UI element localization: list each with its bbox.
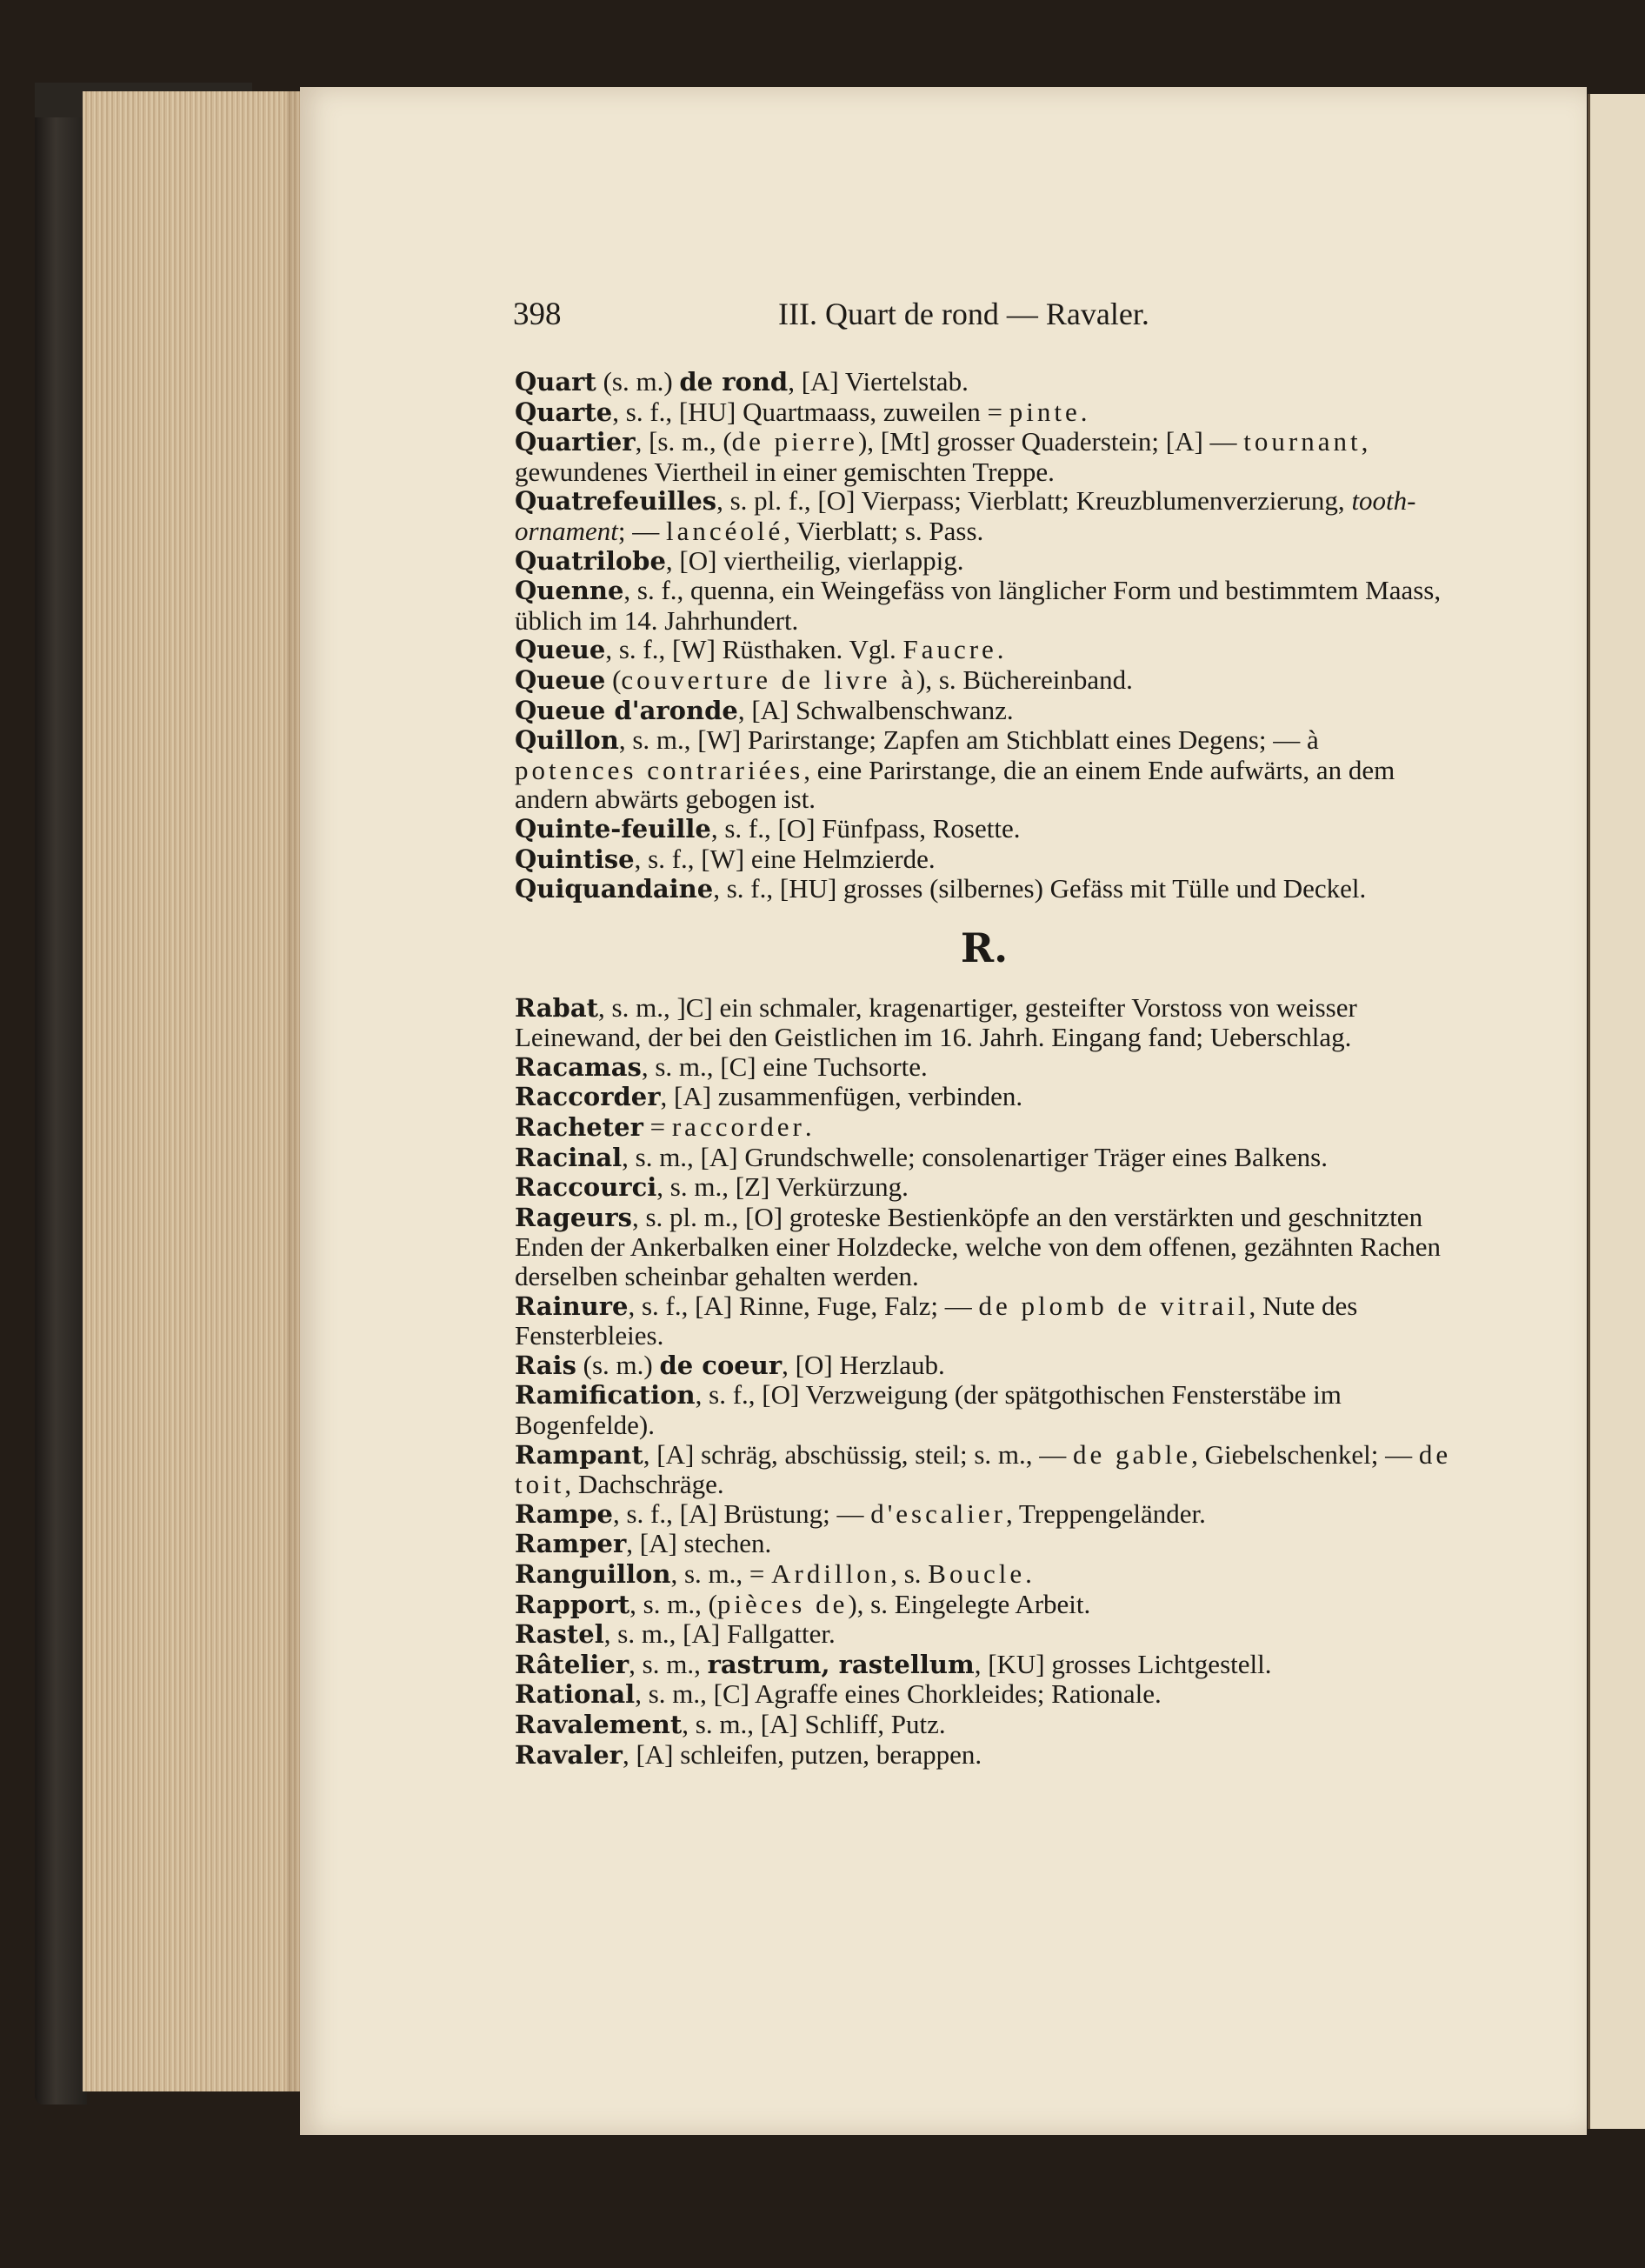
entry-text: , gewundenes Viertheil in einer gemischten Treppe. [515, 426, 1369, 487]
entry-headword: Ravaler [515, 1739, 623, 1770]
entry-text: , s. m., [A] Schliff, Putz. [682, 1708, 946, 1739]
dictionary-entry [515, 725, 1454, 814]
entry-text: de gable [1073, 1438, 1192, 1470]
entry-text: , s. f., quenna, ein Weingefäss von länglicher Form und bestimmtem Maass, üblich im 14. Jahrhundert. [515, 575, 1442, 636]
entry-text: , s. f., [O] Verzweigung (der spätgothischen Fensterstäbe im Bogenfelde). [515, 1379, 1342, 1440]
entry-text: = [643, 1111, 672, 1143]
entry-text: de pierre [731, 426, 858, 457]
entry-headword: Quenne [515, 576, 624, 606]
entry-headword: de coeur [659, 1350, 783, 1380]
entry-headword: Racinal [515, 1142, 623, 1172]
entry-headword: Quartier [515, 427, 636, 457]
entry-headword: Quatrefeuilles [515, 486, 717, 517]
entry-text: Boucle [928, 1558, 1026, 1589]
entry-text: , s. m., [Z] Verkürzung. [656, 1171, 909, 1203]
dictionary-entry [515, 1440, 1454, 1499]
entry-headword: Ramification [515, 1380, 696, 1411]
dictionary-entry [515, 1082, 1454, 1112]
entry-text: , s. m., ]C] ein schmaler, kragenartiger, gesteifter Vorstoss von weisser Leinewand, der bei den Geistlichen im 16. Jahrh. Eingang fand; Ueberschlag. [515, 991, 1357, 1053]
book-cover-edge [35, 83, 87, 2105]
entry-text: , [s. m., ( [635, 426, 732, 457]
dictionary-entry [515, 1710, 1454, 1740]
dictionary-entry [515, 397, 1454, 428]
entry-headword: Rabat [515, 992, 599, 1023]
entry-text: , [A] schleifen, putzen, berappen. [622, 1738, 982, 1770]
entry-headword: Quatrilobe [515, 545, 666, 576]
entries-section-r [515, 993, 1454, 1770]
entry-headword: Râtelier [515, 1649, 629, 1679]
entry-text: lancéolé [665, 515, 784, 546]
entry-text: , s. f., [O] Fünfpass, Rosette. [710, 812, 1021, 844]
entry-text: , s. [890, 1558, 929, 1589]
entry-text: , eine Parirstange, die an einem Ende aufwärts, an dem andern abwärts gebogen ist. [515, 754, 1395, 815]
entry-text: , s. f., [A] Brüstung; — [612, 1498, 871, 1529]
entry-text: , [A] stechen. [626, 1528, 772, 1559]
entry-headword: Queue d'aronde [515, 695, 738, 725]
entry-text: tournant [1243, 426, 1362, 457]
entry-text: de toit [515, 1438, 1452, 1500]
dictionary-entry [515, 696, 1454, 726]
entry-headword: Quiquandaine [515, 874, 714, 904]
entry-headword: Rais [515, 1350, 576, 1380]
dictionary-entry [515, 1740, 1454, 1771]
entries-section-q [515, 367, 1454, 904]
entry-headword: Quintise [515, 844, 635, 874]
entry-text: , [A] Schwalbenschwanz. [737, 694, 1014, 725]
entry-text: . [1025, 1558, 1032, 1589]
entry-headword: Rampant [515, 1439, 643, 1470]
entry-text: , Nute des Fensterbleies. [515, 1290, 1358, 1351]
dictionary-entry [515, 814, 1454, 844]
dictionary-entry [515, 1499, 1454, 1530]
entry-text: (s. m.) [596, 366, 680, 397]
entry-text: , s. m., [W] Parirstange; Zapfen am Stichblatt eines Degens; — [618, 724, 1307, 756]
entry-headword: Rainure [515, 1291, 629, 1321]
entry-text: , s. m., = [670, 1558, 772, 1589]
entry-text: , s. f., [W] eine Helmzierde. [634, 843, 936, 874]
entry-text: , Dachschräge. [564, 1469, 724, 1500]
entry-headword: Rageurs [515, 1202, 632, 1232]
entry-text: , s. f., [HU] grosses (silbernes) Gefäss mit Tülle und Deckel. [713, 873, 1367, 904]
section-letter: R. [960, 924, 1009, 971]
entry-headword: Rastel [515, 1619, 604, 1650]
entry-text: ; — [617, 515, 666, 546]
entry-text: , s. f., [HU] Quartmaass, zuweilen = [612, 396, 1009, 427]
dictionary-entry [515, 1559, 1454, 1590]
dictionary-entry [515, 427, 1454, 486]
dictionary-entry [515, 1351, 1454, 1381]
running-title: III. Quart de rond — Ravaler. [778, 297, 1149, 331]
entry-headword: Raccourci [515, 1172, 657, 1203]
entry-headword: rastrum, rastellum [707, 1649, 975, 1679]
entry-text: . [804, 1111, 812, 1143]
entry-text: , s. m., [C] Agraffe eines Chorkleides; Rationale. [635, 1678, 1162, 1710]
entry-headword: Raccorder [515, 1082, 661, 1112]
entry-text: ), [Mt] grosser Quaderstein; [A] — [857, 426, 1244, 457]
entry-text: , Treppengeländer. [1005, 1498, 1206, 1529]
entry-text: ), s. Büchereinband. [916, 664, 1133, 695]
entry-text: , s. m., [629, 1648, 708, 1679]
entry-text: ), s. Eingelegte Arbeit. [848, 1588, 1091, 1619]
dictionary-entry [515, 635, 1454, 665]
entry-headword: de rond [679, 367, 789, 397]
entry-text: ( [605, 664, 622, 695]
entry-text: , s. m., [A] Grundschwelle; consolenartiger Träger eines Balkens. [622, 1141, 1328, 1172]
dictionary-entry [515, 1619, 1454, 1650]
entry-text: , s. f., [W] Rüsthaken. Vgl. [605, 634, 903, 665]
entry-text: de plomb de vitrail [978, 1290, 1249, 1321]
entry-text: , s. pl. m., [O] groteske Bestienköpfe an den verstärkten und geschnitzten Enden der Ankerbalken einer Holzdecke, welche von dem offenen, gezähnten Rachen derselben scheinbar gehalten werden. [515, 1201, 1442, 1292]
page-stack-edges [83, 91, 304, 2091]
dictionary-entry [515, 844, 1454, 875]
entry-text: . [1080, 396, 1088, 427]
dictionary-entry [515, 576, 1454, 635]
dictionary-entry [515, 1112, 1454, 1143]
entry-headword: Quillon [515, 725, 619, 756]
entry-text: pièces de [716, 1588, 849, 1619]
entry-text: , [A] schräg, abschüssig, steil; s. m., — [643, 1438, 1074, 1470]
dictionary-entry [515, 874, 1454, 904]
entry-text: , s. m., ( [629, 1588, 717, 1619]
entry-headword: Queue [515, 635, 606, 665]
entry-text: pinte [1009, 396, 1081, 427]
entry-text: raccorder [671, 1111, 805, 1143]
entry-text: , s. pl. f., [O] Vierpass; Vierblatt; Kreuzblumenverzierung, [716, 485, 1352, 517]
entry-text: , s. m., [C] eine Tuchsorte. [641, 1051, 928, 1082]
entry-headword: Rampe [515, 1498, 613, 1529]
entry-text: , [O] viertheilig, vierlappig. [665, 544, 964, 576]
dictionary-entries [515, 367, 1454, 1770]
entry-text: , [A] zusammenfügen, verbinden. [660, 1081, 1023, 1112]
entry-text: , s. f., [A] Rinne, Fuge, Falz; — [628, 1290, 979, 1321]
entry-headword: Quart [515, 367, 596, 397]
entry-text: , Vierblatt; s. Pass. [783, 515, 984, 546]
entry-headword: Ravalement [515, 1709, 683, 1739]
entry-text: à potences contrariées [515, 724, 1322, 785]
dictionary-entry [515, 1143, 1454, 1173]
entry-headword: Queue [515, 664, 606, 695]
entry-text: couverture de livre à [621, 664, 917, 695]
dictionary-entry [515, 665, 1454, 696]
entry-text: , Giebelschenkel; — [1191, 1438, 1419, 1470]
entry-text: d'escalier [870, 1498, 1006, 1529]
entry-headword: Racamas [515, 1051, 642, 1082]
entry-headword: Ranguillon [515, 1558, 671, 1589]
entry-headword: Quinte-feuille [515, 813, 711, 844]
entry-text: Faucre [902, 634, 997, 665]
dictionary-entry [515, 1590, 1454, 1620]
page-header [513, 296, 1454, 336]
dictionary-entry [515, 1203, 1454, 1291]
dictionary-entry [515, 1291, 1454, 1351]
dictionary-entry [515, 1679, 1454, 1710]
entry-text: Ardillon [771, 1558, 891, 1589]
entry-headword: Quarte [515, 397, 613, 427]
entry-headword: Rational [515, 1679, 636, 1710]
entry-headword: Racheter [515, 1112, 643, 1143]
dictionary-entry [515, 1172, 1454, 1203]
dictionary-entry [515, 486, 1454, 545]
entry-text: , [A] Viertelstab. [788, 366, 969, 397]
entry-text: (s. m.) [576, 1349, 660, 1380]
dictionary-entry [515, 367, 1454, 397]
entry-text: , [KU] grosses Lichtgestell. [974, 1648, 1272, 1679]
dictionary-entry [515, 993, 1454, 1052]
entry-text: . [996, 634, 1004, 665]
dictionary-entry [515, 546, 1454, 577]
entry-text: , s. m., [A] Fallgatter. [603, 1618, 836, 1650]
entry-headword: Ramper [515, 1529, 627, 1559]
entry-text: tooth-ornament [515, 485, 1416, 546]
dictionary-entry [515, 1380, 1454, 1439]
entry-text: , [O] Herzlaub. [782, 1349, 945, 1380]
entry-headword: Rapport [515, 1589, 630, 1619]
dictionary-entry [515, 1052, 1454, 1083]
dictionary-entry [515, 1650, 1454, 1680]
facing-page-edge [1588, 94, 1645, 2129]
dictionary-entry [515, 1529, 1454, 1559]
page-number: 398 [513, 297, 562, 332]
